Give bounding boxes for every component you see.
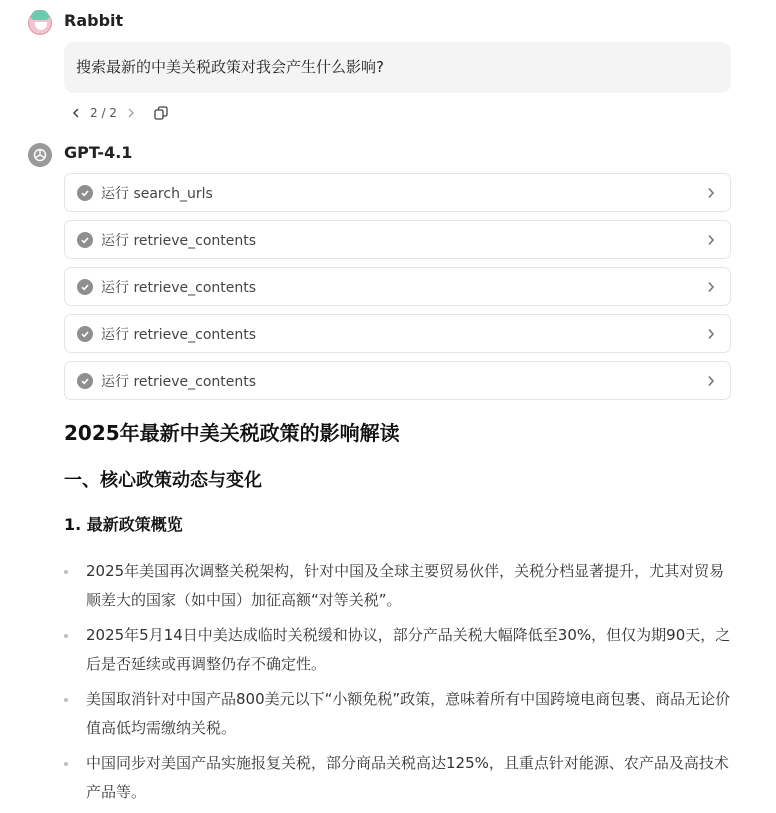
- tool-call-label: 运行 retrieve_contents: [101, 326, 257, 343]
- user-avatar-icon: [28, 11, 52, 35]
- list-item: [64, 749, 739, 807]
- list-item-text: 美国取消针对中国产品800美元以下“小额免税”政策，意味着所有中国跨境电商包裹、商品无论价值高低均需缴纳关税。: [86, 690, 731, 737]
- tool-call-row[interactable]: [64, 314, 731, 353]
- tool-call-label: 运行 search_urls: [101, 185, 213, 202]
- tool-call-label: 运行 retrieve_contents: [101, 373, 257, 390]
- list-item: [64, 621, 739, 679]
- copy-button[interactable]: [153, 103, 169, 123]
- bullet-dot-icon: [64, 634, 68, 638]
- assistant-avatar-icon: [28, 143, 52, 167]
- user-message-bubble: 搜索最新的中美关税政策对我会产生什么影响?: [64, 42, 731, 93]
- tool-call-row[interactable]: [64, 267, 731, 306]
- list-item-text: 2025年5月14日中美达成临时关税缓和协议，部分产品关税大幅降低至30%，但仅为期90天，之后是否延续或再调整仍存不确定性。: [86, 626, 731, 673]
- user-name: Rabbit: [64, 11, 124, 30]
- subsection-heading: 1. 最新政策概览: [64, 515, 183, 534]
- tool-call-list: [64, 173, 731, 408]
- chevron-right-icon: [704, 186, 718, 200]
- check-circle-icon: [77, 326, 93, 342]
- next-version-button[interactable]: [123, 103, 139, 123]
- section-heading: 一、核心政策动态与变化: [64, 470, 262, 491]
- chevron-right-icon: [704, 280, 718, 294]
- assistant-name: GPT-4.1: [64, 143, 133, 162]
- bullet-dot-icon: [64, 762, 68, 766]
- assistant-response: [64, 418, 739, 813]
- check-circle-icon: [77, 373, 93, 389]
- list-item-text: 中国同步对美国产品实施报复关税，部分商品关税高达125%，且重点针对能源、农产品及高技术产品等。: [86, 754, 729, 801]
- list-item: [64, 557, 739, 615]
- copy-icon: [154, 106, 168, 120]
- previous-version-button[interactable]: [68, 103, 84, 123]
- tool-call-row[interactable]: [64, 173, 731, 212]
- chevron-right-icon: [704, 374, 718, 388]
- check-circle-icon: [77, 185, 93, 201]
- message-pager: [68, 103, 169, 123]
- bullet-list: [64, 557, 739, 807]
- response-title: 2025年最新中美关税政策的影响解读: [64, 421, 400, 445]
- chevron-right-icon: [127, 108, 135, 118]
- list-item: [64, 685, 739, 743]
- bullet-dot-icon: [64, 570, 68, 574]
- check-circle-icon: [77, 232, 93, 248]
- tool-call-label: 运行 retrieve_contents: [101, 279, 257, 296]
- chevron-right-icon: [704, 233, 718, 247]
- tool-call-row[interactable]: [64, 220, 731, 259]
- bullet-dot-icon: [64, 698, 68, 702]
- tool-call-label: 运行 retrieve_contents: [101, 232, 257, 249]
- chevron-right-icon: [704, 327, 718, 341]
- version-counter: 2 / 2: [90, 106, 117, 120]
- check-circle-icon: [77, 279, 93, 295]
- list-item-text: 2025年美国再次调整关税架构，针对中国及全球主要贸易伙伴，关税分档显著提升，尤其对贸易顺差大的国家（如中国）加征高额“对等关税”。: [86, 562, 725, 609]
- tool-call-row[interactable]: [64, 361, 731, 400]
- chevron-left-icon: [72, 108, 80, 118]
- openai-logo-icon: [32, 147, 48, 163]
